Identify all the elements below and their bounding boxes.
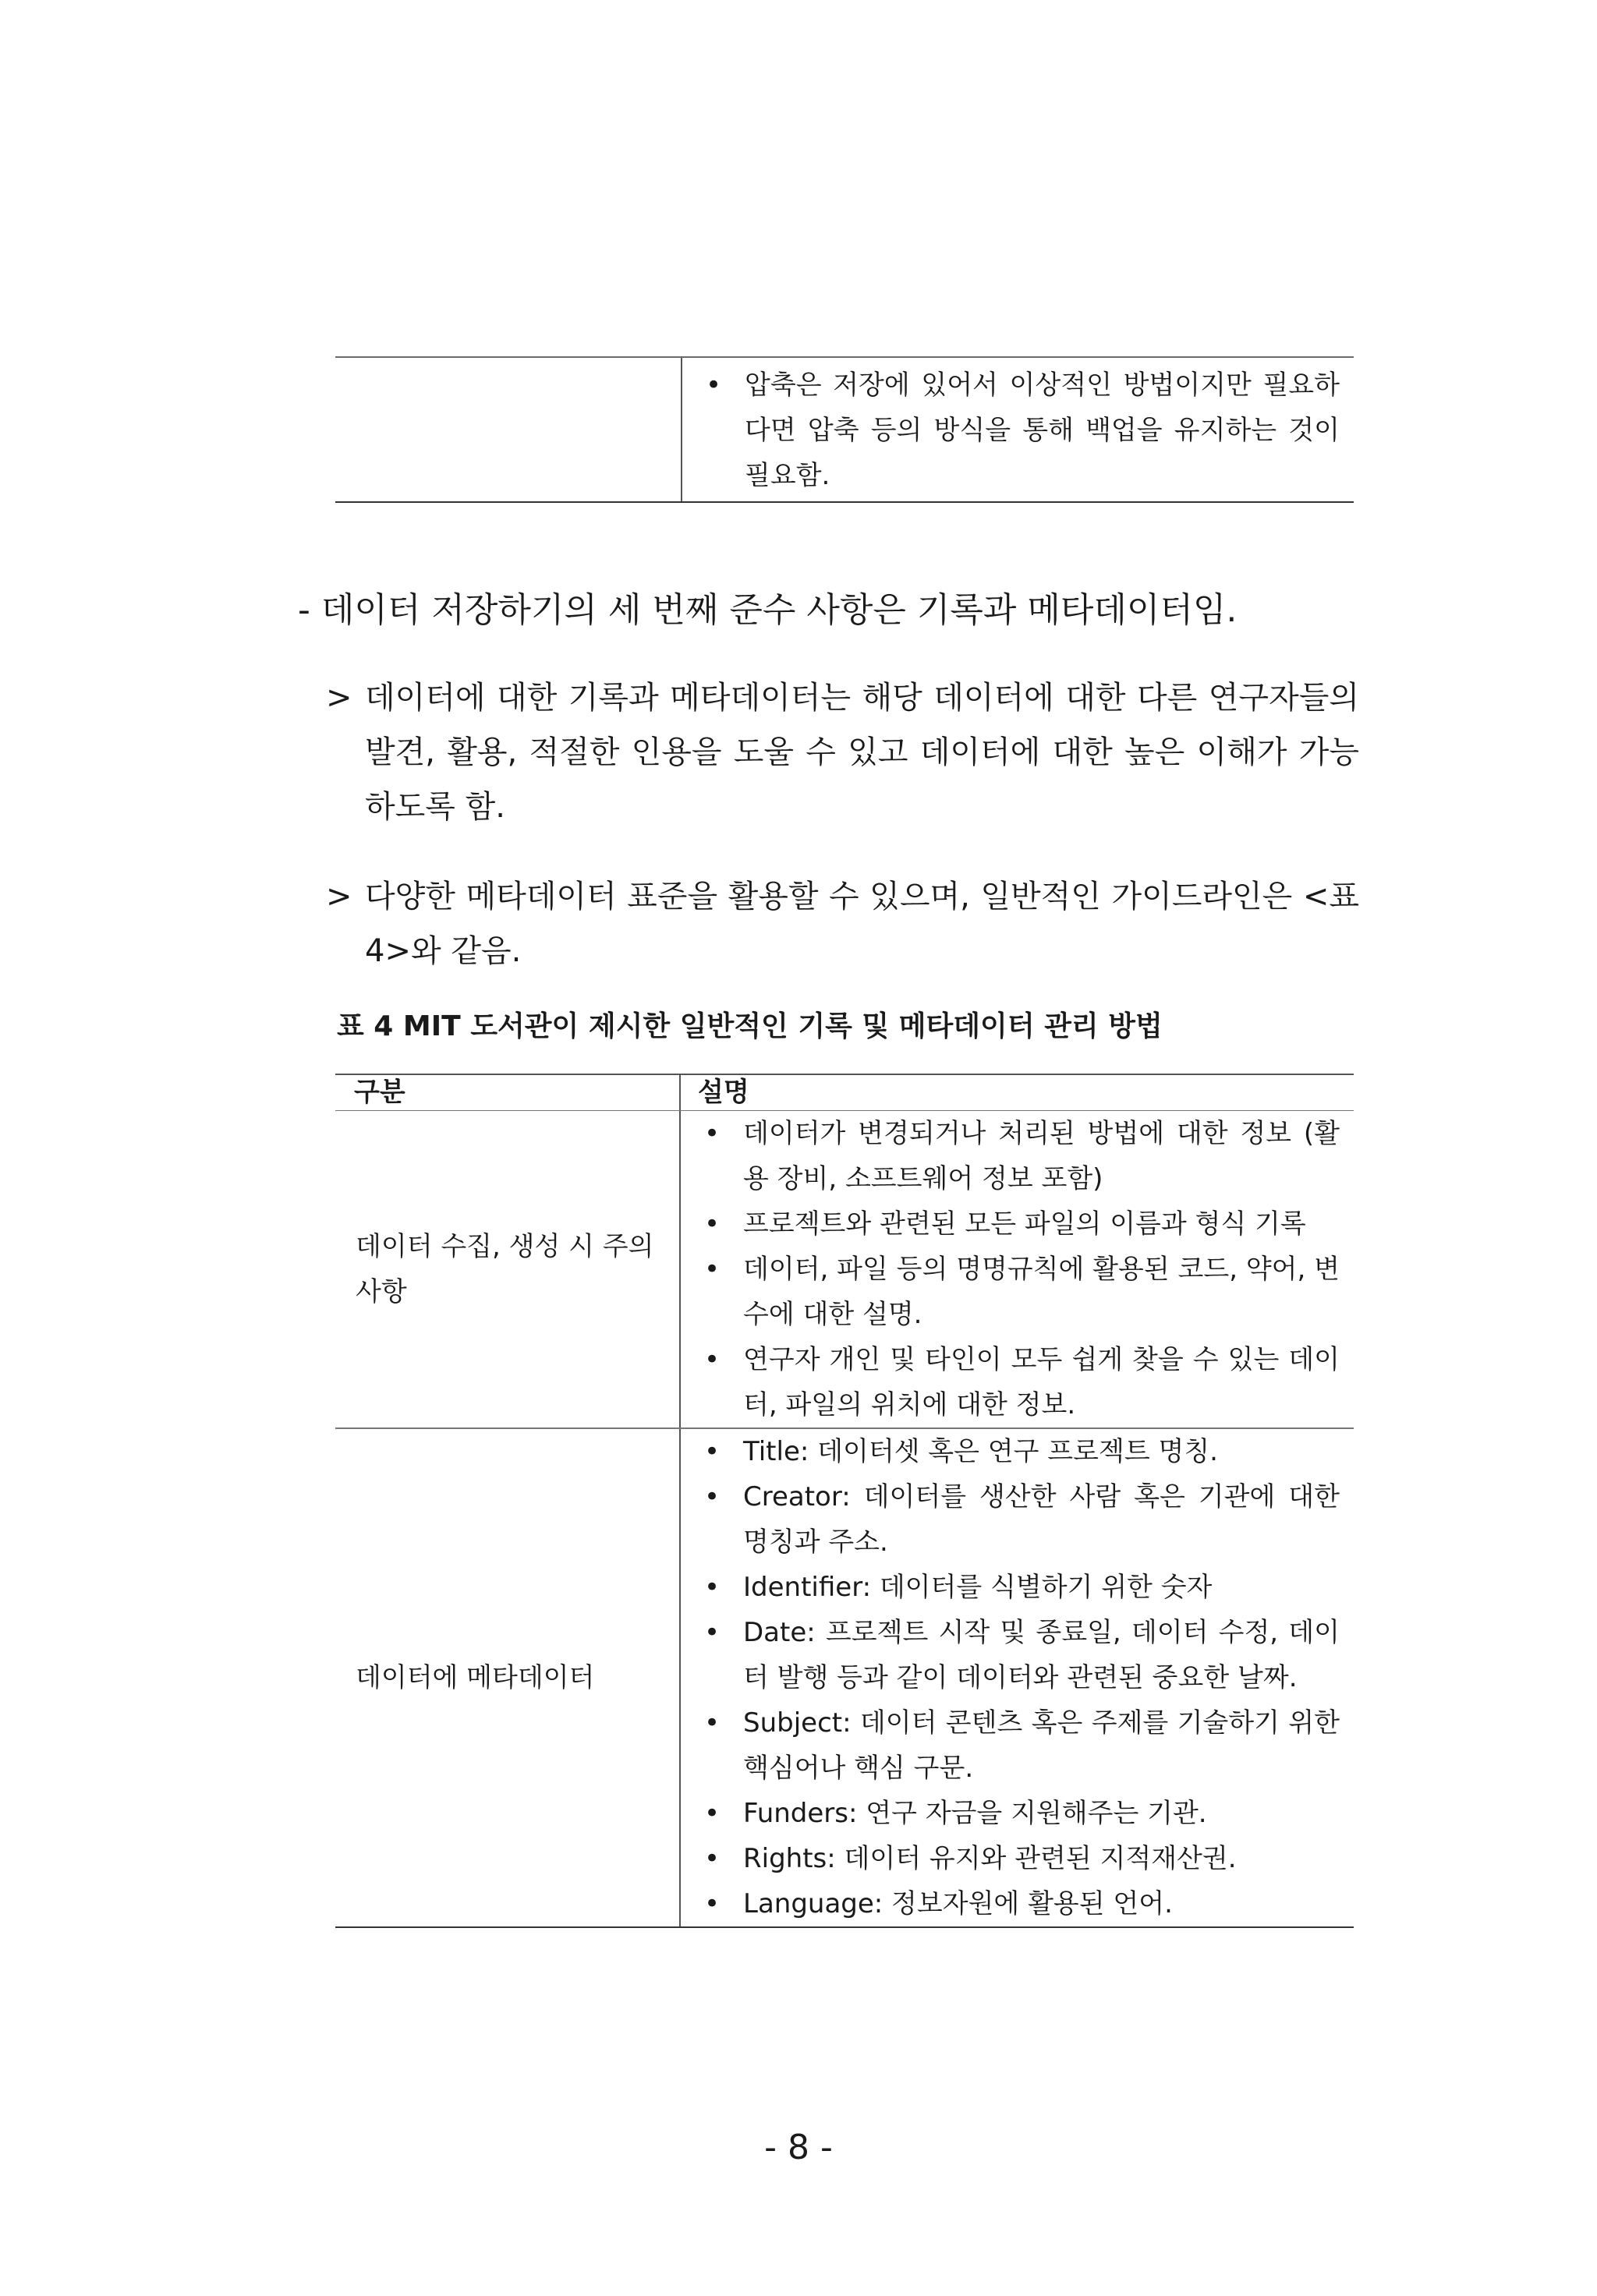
sub-paragraph <box>326 670 1359 834</box>
list-item: • Subject: 데이터 콘텐츠 혹은 주제를 기술하기 위한 핵심어나 핵심 구문. <box>698 1700 1340 1791</box>
row-category-text: 데이터 수집, 생성 시 주의 사항 <box>356 1231 654 1307</box>
continued-table-description-cell <box>682 358 1354 501</box>
row-description <box>681 1111 1354 1427</box>
sub-paragraph <box>326 869 1359 978</box>
list-item: • Funders: 연구 자금을 지원해주는 기관. <box>698 1791 1340 1836</box>
gt-marker: > <box>326 680 352 716</box>
bullet-list <box>698 1111 1340 1427</box>
continued-table-empty-cell <box>335 358 682 501</box>
metadata-table <box>335 1074 1354 1928</box>
list-item: • 데이터가 변경되거나 처리된 방법에 대한 정보 (활용 장비, 소프트웨어 정보 포함) <box>698 1111 1340 1201</box>
header-description: 설명 <box>698 1077 749 1108</box>
page-number: - 8 - <box>764 2128 833 2167</box>
header-category: 구분 <box>335 1075 681 1110</box>
list-item: • Title: 데이터셋 혹은 연구 프로젝트 명칭. <box>698 1429 1340 1474</box>
row-category-text: 데이터에 메타데이터 <box>356 1662 595 1693</box>
list-item: • Creator: 데이터를 생산한 사람 혹은 기관에 대한 명칭과 주소. <box>698 1474 1340 1565</box>
row-category <box>335 1429 681 1926</box>
list-item: • Language: 정보자원에 활용된 언어. <box>698 1881 1340 1926</box>
table-row <box>335 1429 1354 1926</box>
table-header-row <box>335 1075 1354 1111</box>
bullet-list <box>698 1429 1340 1926</box>
table-row <box>335 1111 1354 1429</box>
sub-paragraph-text: 데이터에 대한 기록과 메타데이터는 해당 데이터에 대한 다른 연구자들의 발견, 활용, 적절한 인용을 도울 수 있고 데이터에 대한 높은 이해가 가능하도록 함. <box>365 680 1359 825</box>
list-item: • Date: 프로젝트 시작 및 종료일, 데이터 수정, 데이터 발행 등과 같이 데이터와 관련된 중요한 날짜. <box>698 1610 1340 1700</box>
row-description <box>681 1429 1354 1926</box>
sub-paragraph-text: 다양한 메타데이터 표준을 활용할 수 있으며, 일반적인 가이드라인은 <표 4>와 같음. <box>365 879 1359 969</box>
list-item: • 압축은 저장에 있어서 이상적인 방법이지만 필요하다면 압축 등의 방식을 통해 백업을 유지하는 것이 필요함. <box>699 363 1340 498</box>
list-item: • 연구자 개인 및 타인이 모두 쉽게 찾을 수 있는 데이터, 파일의 위치에 대한 정보. <box>698 1337 1340 1427</box>
dash-paragraph: - 데이터 저장하기의 세 번째 준수 사항은 기록과 메타데이터임. <box>298 590 1238 630</box>
bullet-list <box>699 363 1340 498</box>
table-caption: 표 4 MIT 도서관이 제시한 일반적인 기록 및 메타데이터 관리 방법 <box>337 1010 1163 1042</box>
continued-table <box>335 356 1354 503</box>
list-item: • 데이터, 파일 등의 명명규칙에 활용된 코드, 약어, 변수에 대한 설명. <box>698 1247 1340 1337</box>
list-item: • 프로젝트와 관련된 모든 파일의 이름과 형식 기록 <box>698 1201 1340 1247</box>
list-item: • Identifier: 데이터를 식별하기 위한 숫자 <box>698 1565 1340 1610</box>
row-category <box>335 1111 681 1427</box>
gt-marker: > <box>326 879 352 915</box>
list-item: • Rights: 데이터 유지와 관련된 지적재산권. <box>698 1836 1340 1881</box>
